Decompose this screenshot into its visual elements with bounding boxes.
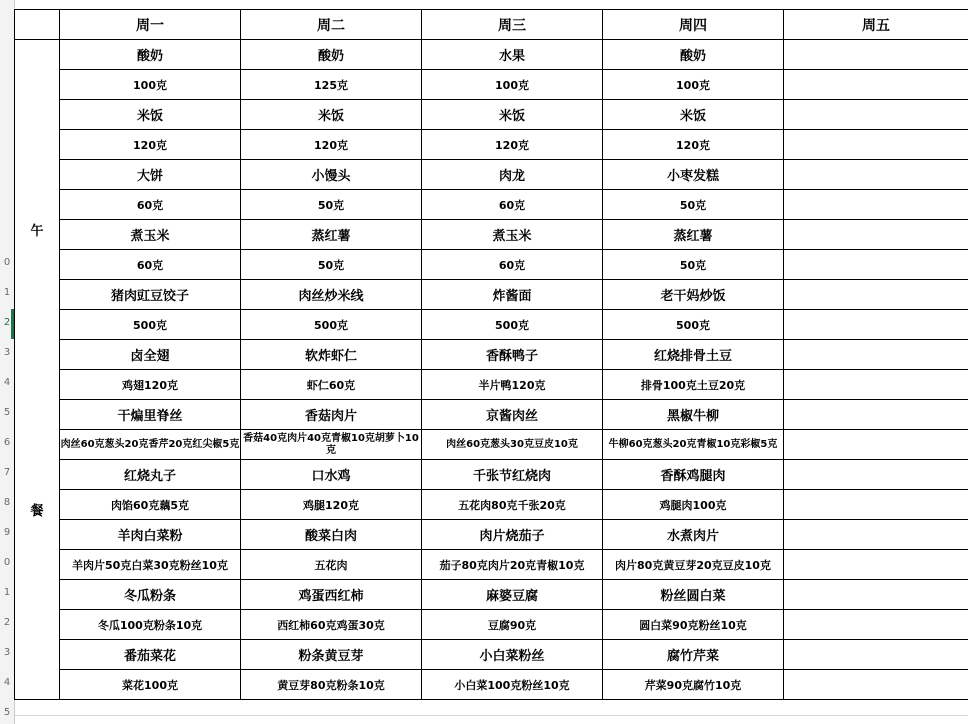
quantity-cell[interactable]: 肉丝60克葱头30克豆皮10克: [422, 430, 603, 460]
dish-cell[interactable]: [784, 520, 968, 550]
header-wednesday[interactable]: 周三: [422, 10, 603, 40]
quantity-cell[interactable]: 500克: [422, 310, 603, 340]
dish-row: [15, 580, 968, 610]
quantity-row: [15, 490, 968, 520]
dish-cell[interactable]: 粉丝圆白菜: [603, 580, 784, 610]
quantity-cell[interactable]: 半片鸭120克: [422, 370, 603, 400]
row-number[interactable]: 6: [3, 437, 11, 448]
quantity-cell[interactable]: 60克: [60, 190, 241, 220]
quantity-row: [15, 130, 968, 160]
dish-cell[interactable]: 酸奶: [241, 40, 422, 70]
row-number[interactable]: 7: [3, 467, 11, 478]
dish-cell[interactable]: 煮玉米: [422, 220, 603, 250]
dish-cell[interactable]: 米饭: [603, 100, 784, 130]
dish-cell[interactable]: 香菇肉片: [241, 400, 422, 430]
quantity-cell[interactable]: [784, 370, 968, 400]
quantity-cell[interactable]: 100克: [60, 70, 241, 100]
dish-cell[interactable]: 肉片烧茄子: [422, 520, 603, 550]
dish-cell[interactable]: 千张节红烧肉: [422, 460, 603, 490]
lunch-menu-table: [14, 9, 968, 700]
quantity-cell[interactable]: [784, 250, 968, 280]
quantity-row: [15, 70, 968, 100]
dish-cell[interactable]: 干煸里脊丝: [60, 400, 241, 430]
quantity-row: [15, 370, 968, 400]
quantity-cell[interactable]: 茄子80克肉片20克青椒10克: [422, 550, 603, 580]
quantity-cell[interactable]: 50克: [603, 190, 784, 220]
quantity-cell[interactable]: 120克: [60, 130, 241, 160]
quantity-row: [15, 250, 968, 280]
quantity-cell[interactable]: 牛柳60克葱头20克青椒10克彩椒5克: [603, 430, 784, 460]
quantity-cell[interactable]: [784, 490, 968, 520]
row-number[interactable]: 1: [3, 587, 11, 598]
dish-cell[interactable]: [784, 580, 968, 610]
dish-cell[interactable]: 大饼: [60, 160, 241, 190]
row-number[interactable]: 0: [3, 257, 11, 268]
quantity-cell[interactable]: 60克: [422, 190, 603, 220]
dish-cell[interactable]: 卤全翅: [60, 340, 241, 370]
quantity-cell[interactable]: 虾仁60克: [241, 370, 422, 400]
dish-cell[interactable]: 酸菜白肉: [241, 520, 422, 550]
meal-label-cell[interactable]: [15, 40, 60, 700]
quantity-cell[interactable]: 圆白菜90克粉丝10克: [603, 610, 784, 640]
quantity-cell[interactable]: 60克: [422, 250, 603, 280]
dish-cell[interactable]: 蒸红薯: [241, 220, 422, 250]
row-number[interactable]: 4: [3, 677, 11, 688]
quantity-cell[interactable]: 冬瓜100克粉条10克: [60, 610, 241, 640]
header-monday[interactable]: 周一: [60, 10, 241, 40]
dish-cell[interactable]: 番茄菜花: [60, 640, 241, 670]
quantity-cell[interactable]: 肉片80克黄豆芽20克豆皮10克: [603, 550, 784, 580]
dish-row: [15, 460, 968, 490]
header-row: [15, 10, 968, 40]
quantity-cell[interactable]: 香菇40克肉片40克青椒10克胡萝卜10克: [241, 430, 422, 460]
row-header-gutter: [0, 0, 15, 724]
quantity-cell[interactable]: [784, 310, 968, 340]
dish-cell[interactable]: 鸡蛋西红柿: [241, 580, 422, 610]
meal-label-char: 餐: [30, 504, 44, 519]
quantity-cell[interactable]: 芹菜90克腐竹10克: [603, 670, 784, 700]
quantity-cell[interactable]: [784, 610, 968, 640]
quantity-cell[interactable]: 鸡翅120克: [60, 370, 241, 400]
dish-cell[interactable]: [784, 100, 968, 130]
dish-cell[interactable]: [784, 340, 968, 370]
quantity-cell[interactable]: [784, 430, 968, 460]
quantity-row: [15, 430, 968, 460]
header-tuesday[interactable]: 周二: [241, 10, 422, 40]
header-thursday[interactable]: 周四: [603, 10, 784, 40]
quantity-row: [15, 610, 968, 640]
quantity-cell[interactable]: 豆腐90克: [422, 610, 603, 640]
dish-cell[interactable]: 口水鸡: [241, 460, 422, 490]
row-number[interactable]: 0: [3, 557, 11, 568]
dish-cell[interactable]: [784, 220, 968, 250]
row-number[interactable]: 3: [3, 647, 11, 658]
dish-row: [15, 340, 968, 370]
quantity-cell[interactable]: 鸡腿120克: [241, 490, 422, 520]
quantity-cell[interactable]: [784, 550, 968, 580]
quantity-cell[interactable]: 125克: [241, 70, 422, 100]
quantity-row: [15, 670, 968, 700]
quantity-cell[interactable]: 500克: [241, 310, 422, 340]
quantity-cell[interactable]: 菜花100克: [60, 670, 241, 700]
dish-cell[interactable]: 煮玉米: [60, 220, 241, 250]
quantity-cell[interactable]: [784, 70, 968, 100]
dish-cell[interactable]: 小枣发糕: [603, 160, 784, 190]
dish-cell[interactable]: 小白菜粉丝: [422, 640, 603, 670]
dish-cell[interactable]: 红烧丸子: [60, 460, 241, 490]
dish-cell[interactable]: 软炸虾仁: [241, 340, 422, 370]
dish-cell[interactable]: 腐竹芹菜: [603, 640, 784, 670]
dish-cell[interactable]: 酸奶: [60, 40, 241, 70]
dish-cell[interactable]: [784, 400, 968, 430]
quantity-cell[interactable]: 100克: [603, 70, 784, 100]
dish-cell[interactable]: 京酱肉丝: [422, 400, 603, 430]
quantity-cell[interactable]: 500克: [60, 310, 241, 340]
meal-label-char: 午: [30, 224, 44, 239]
dish-row: [15, 220, 968, 250]
dish-cell[interactable]: 水果: [422, 40, 603, 70]
quantity-cell[interactable]: 50克: [241, 250, 422, 280]
dish-cell[interactable]: [784, 640, 968, 670]
dish-row: [15, 160, 968, 190]
dish-cell[interactable]: 老干妈炒饭: [603, 280, 784, 310]
dish-cell[interactable]: 肉龙: [422, 160, 603, 190]
row-number[interactable]: 8: [3, 497, 11, 508]
quantity-cell[interactable]: 五花肉: [241, 550, 422, 580]
quantity-cell[interactable]: 500克: [603, 310, 784, 340]
dish-cell[interactable]: 香酥鸡腿肉: [603, 460, 784, 490]
quantity-cell[interactable]: 60克: [60, 250, 241, 280]
quantity-cell[interactable]: 黄豆芽80克粉条10克: [241, 670, 422, 700]
header-friday[interactable]: 周五: [784, 10, 968, 40]
quantity-cell[interactable]: 肉丝60克葱头20克香芹20克红尖椒5克: [60, 430, 241, 460]
quantity-cell[interactable]: 西红柿60克鸡蛋30克: [241, 610, 422, 640]
quantity-cell[interactable]: 120克: [603, 130, 784, 160]
quantity-cell[interactable]: 小白菜100克粉丝10克: [422, 670, 603, 700]
dish-cell[interactable]: [784, 40, 968, 70]
quantity-cell[interactable]: 50克: [603, 250, 784, 280]
row-number[interactable]: 5: [3, 407, 11, 418]
quantity-cell[interactable]: 肉馅60克藕5克: [60, 490, 241, 520]
dish-cell[interactable]: 炸酱面: [422, 280, 603, 310]
row-number[interactable]: 2: [3, 317, 11, 328]
row-number[interactable]: 5: [3, 707, 11, 718]
quantity-cell[interactable]: [784, 190, 968, 220]
empty-gridline: [14, 715, 968, 716]
row-number[interactable]: 9: [3, 527, 11, 538]
dish-cell[interactable]: 酸奶: [603, 40, 784, 70]
quantity-cell[interactable]: 100克: [422, 70, 603, 100]
dish-row: [15, 40, 968, 70]
dish-row: [15, 520, 968, 550]
dish-cell[interactable]: 水煮肉片: [603, 520, 784, 550]
row-number[interactable]: 2: [3, 617, 11, 628]
quantity-cell[interactable]: 五花肉80克千张20克: [422, 490, 603, 520]
dish-row: [15, 400, 968, 430]
dish-cell[interactable]: 香酥鸭子: [422, 340, 603, 370]
dish-row: [15, 640, 968, 670]
dish-cell[interactable]: 米饭: [422, 100, 603, 130]
quantity-cell[interactable]: 鸡腿肉100克: [603, 490, 784, 520]
dish-cell[interactable]: 肉丝炒米线: [241, 280, 422, 310]
dish-cell[interactable]: 米饭: [241, 100, 422, 130]
dish-row: [15, 100, 968, 130]
quantity-cell[interactable]: [784, 670, 968, 700]
dish-cell[interactable]: [784, 280, 968, 310]
quantity-cell[interactable]: [784, 130, 968, 160]
quantity-cell[interactable]: 排骨100克土豆20克: [603, 370, 784, 400]
dish-cell[interactable]: 粉条黄豆芽: [241, 640, 422, 670]
dish-cell[interactable]: 麻婆豆腐: [422, 580, 603, 610]
dish-cell[interactable]: 冬瓜粉条: [60, 580, 241, 610]
quantity-row: [15, 310, 968, 340]
dish-cell[interactable]: 小馒头: [241, 160, 422, 190]
dish-cell[interactable]: [784, 460, 968, 490]
quantity-row: [15, 550, 968, 580]
quantity-cell[interactable]: 50克: [241, 190, 422, 220]
dish-row: [15, 280, 968, 310]
row-number[interactable]: 3: [3, 347, 11, 358]
dish-cell[interactable]: [784, 160, 968, 190]
corner-cell[interactable]: [15, 10, 60, 40]
quantity-cell[interactable]: 羊肉片50克白菜30克粉丝10克: [60, 550, 241, 580]
dish-cell[interactable]: 黑椒牛柳: [603, 400, 784, 430]
row-number[interactable]: 1: [3, 287, 11, 298]
quantity-row: [15, 190, 968, 220]
dish-cell[interactable]: 猪肉豇豆饺子: [60, 280, 241, 310]
dish-cell[interactable]: 蒸红薯: [603, 220, 784, 250]
dish-cell[interactable]: 米饭: [60, 100, 241, 130]
quantity-cell[interactable]: 120克: [422, 130, 603, 160]
dish-cell[interactable]: 羊肉白菜粉: [60, 520, 241, 550]
row-number[interactable]: 4: [3, 377, 11, 388]
dish-cell[interactable]: 红烧排骨土豆: [603, 340, 784, 370]
quantity-cell[interactable]: 120克: [241, 130, 422, 160]
